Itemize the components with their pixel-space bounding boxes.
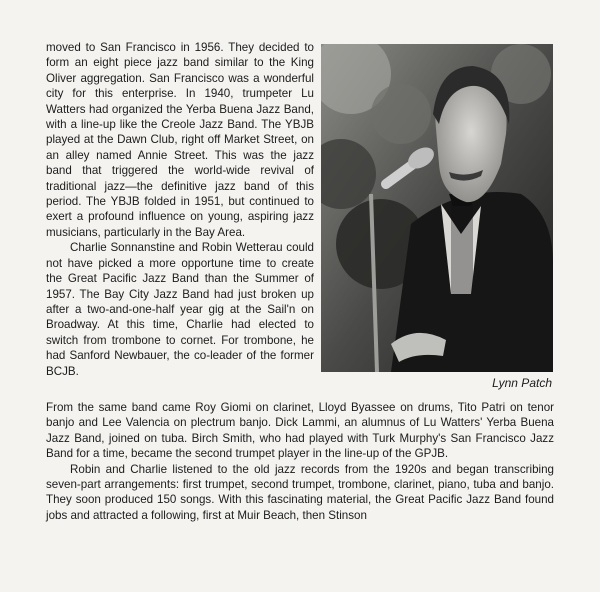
paragraph-2: Charlie Sonnanstine and Robin Wetterau could not have picked a more opportune time to create the Great Pacific Jazz Band than the Summer of 1957. The Bay City Jazz Band had just broken up after a two-and-one-half year gig at the Sail'n on Broadway. At this time, Charlie had elected to switch from trombone to cornet. For trombone, he had Sanford Newbauer, the co-leader of the former BCJB. [46,241,314,378]
paragraph-1: moved to San Francisco in 1956. They decided to form an eight piece jazz band similar to the King Oliver aggregation. San Francisco was a wonderful city for this enterprise. In 1940, trumpeter Lu Watters had organized the Yerba Buena Jazz Band, with a line-up like the Creole Jazz Band. The YBJB played at the Dawn Club, right off Market Street, on an alley named Annie Street. This was the jazz band that triggered the world-wide revival of traditional jazz—the definitive jazz band of this period. The YBJB folded in 1951, but continued to exert a profound influence on young, aspiring jazz musicians, particularly in the Bay Area. [46,41,314,239]
singer-photo-image [321,44,553,372]
paragraph-3: Robin and Charlie listened to the old jazz records from the 1920s and began transcribing seven-part arrangements: first trumpet, second trumpet, trombone, clarinet, piano, tuba and banjo. They soon produced 150 songs. With this fascinating material, the Great Pacific Jazz Band found jobs and attracted a following, first at Muir Beach, then Stinson [46,462,554,522]
text-column [46,40,314,379]
paragraph-2-continued: From the same band came Roy Giomi on clarinet, Lloyd Byassee on drums, Tito Patri on tenor banjo and Lee Valencia on plectrum banjo. Dick Lammi, an alumnus of Lu Watters' Yerba Buena Jazz Band, joined on tuba. Birch Smith, who had played with Turk Murphy's San Francisco Jazz Band for a time, became the second trumpet player in the line-up of the GPJB. [46,401,554,461]
photo-caption: Lynn Patch [492,376,552,390]
text-full-width [46,400,554,523]
photo-lynn-patch [321,44,553,372]
